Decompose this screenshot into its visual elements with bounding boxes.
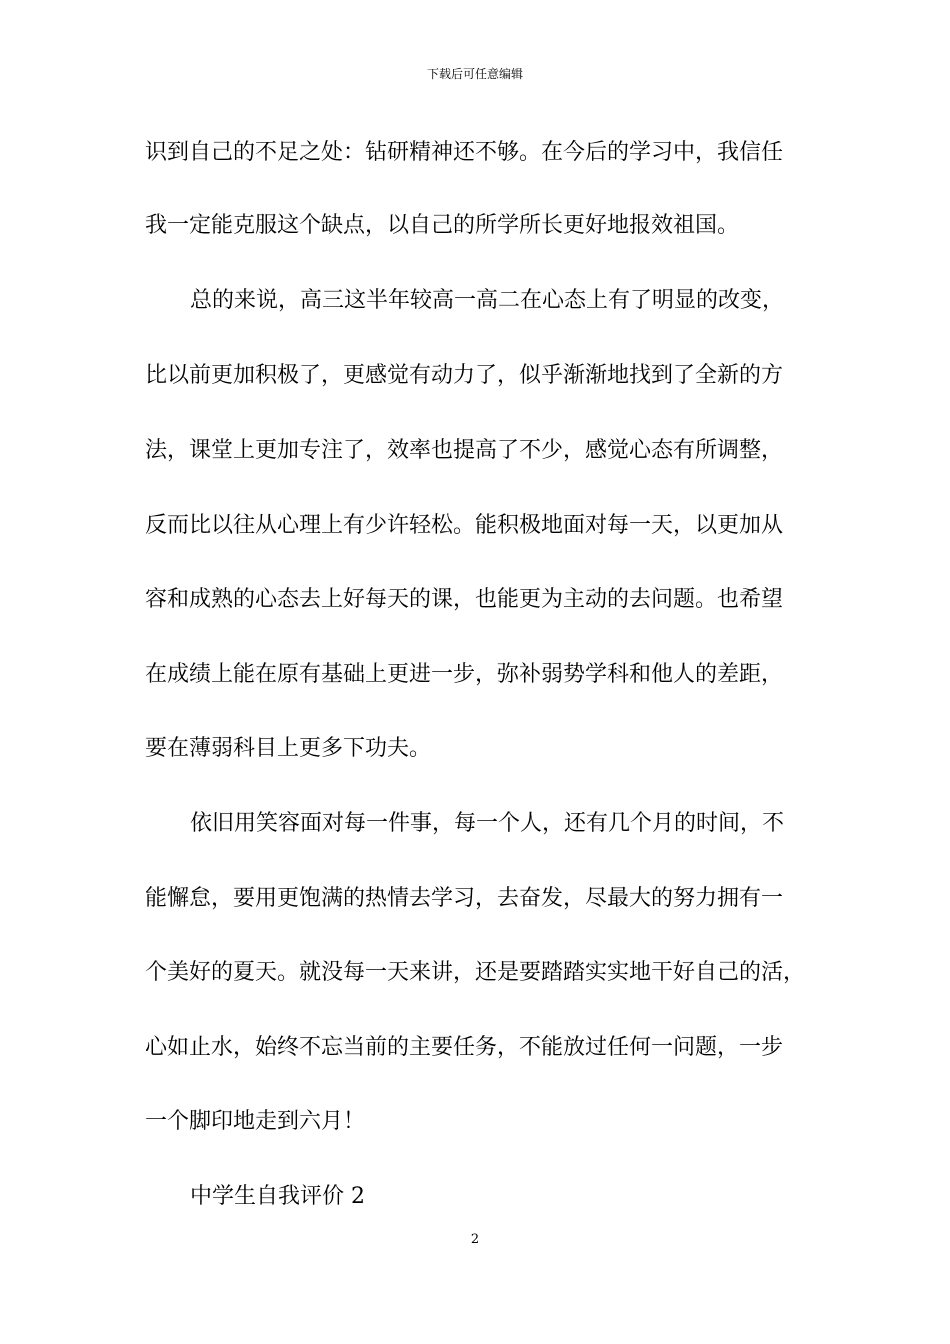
body-line-11: 能懈怠，要用更饱满的热情去学习，去奋发，尽最大的努力拥有一 [145,886,784,911]
body-line-6: 反而比以往从心理上有少许轻松。能积极地面对每一天，以更加从 [145,513,784,538]
body-line-9: 要在薄弱科目上更多下功夫。 [145,736,432,761]
body-line-8: 在成绩上能在原有基础上更进一步，弥补弱势学科和他人的差距， [145,662,784,687]
page-header-note: 下载后可任意编辑 [426,67,523,81]
body-line-4: 比以前更加积极了，更感觉有动力了，似乎渐渐地找到了全新的方 [145,363,784,388]
body-line-3: 总的来说，高三这半年较高一高二在心态上有了明显的改变， [190,288,785,313]
body-line-14: 一个脚印地走到六月！ [145,1109,366,1134]
body-line-10: 依旧用笑容面对每一件事，每一个人，还有几个月的时间，不 [190,811,785,836]
section-heading: 中学生自我评价 2 [190,1184,365,1209]
body-line-13: 心如止水，始终不忘当前的主要任务，不能放过任何一问题，一步 [145,1035,784,1060]
body-line-5: 法，课堂上更加专注了，效率也提高了不少，感觉心态有所调整， [145,438,784,463]
body-line-2: 我一定能克服这个缺点，以自己的所学所长更好地报效祖国。 [145,213,740,238]
body-line-12: 个美好的夏天。就没每一天来讲，还是要踏踏实实地干好自己的活， [145,960,806,985]
page-number: 2 [470,1232,480,1247]
body-line-1: 识到自己的不足之处：钻研精神还不够。在今后的学习中，我信任 [145,140,784,165]
body-line-7: 容和成熟的心态去上好每天的课，也能更为主动的去问题。也希望 [145,587,784,612]
